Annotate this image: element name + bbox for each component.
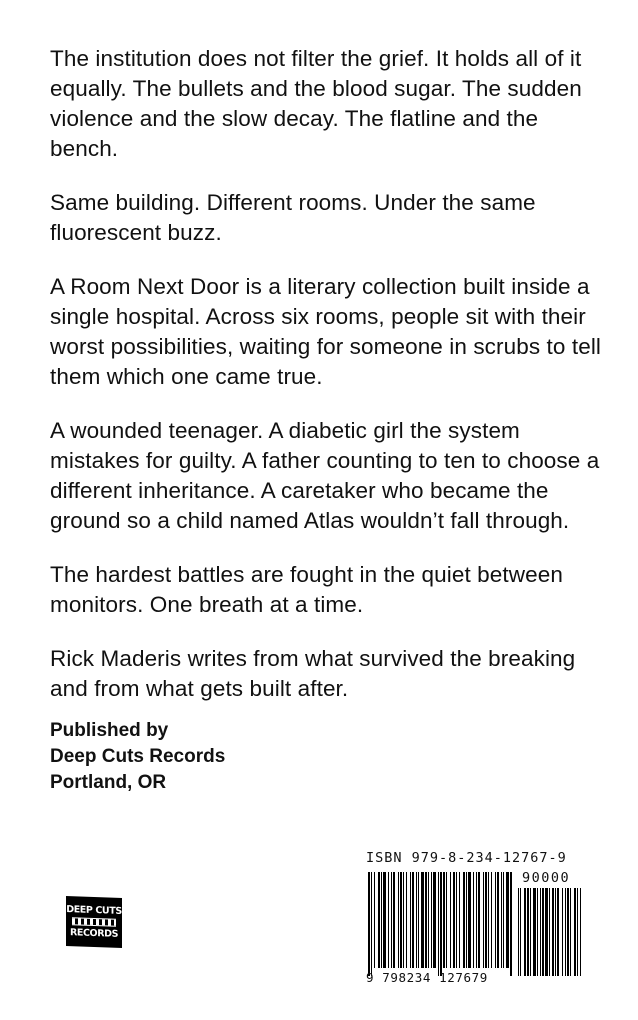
barcode-bar	[463, 872, 465, 968]
barcode-bar	[450, 872, 451, 968]
publisher-block	[50, 718, 225, 796]
barcode-bar	[400, 872, 402, 968]
barcode-addon-bar	[545, 888, 548, 976]
barcode-addon-bar	[524, 888, 526, 976]
barcode-bar	[412, 872, 414, 968]
barcode-addon-bar	[555, 888, 556, 976]
barcode-bar	[383, 872, 386, 968]
isbn-barcode	[366, 850, 586, 990]
barcode-addon-bar	[557, 888, 559, 976]
isbn-label: ISBN 979-8-234-12767-9	[366, 850, 567, 866]
barcode-addon-bar	[549, 888, 550, 976]
barcode-bar	[388, 872, 389, 968]
barcode-bar	[510, 872, 512, 976]
barcode-addon-bar	[580, 888, 581, 976]
barcode-bar	[418, 872, 419, 968]
barcode-bar	[473, 872, 474, 968]
back-cover-description	[50, 44, 610, 728]
barcode-addon-bar	[530, 888, 531, 976]
barcode-addon-bar	[552, 888, 554, 976]
barcode-bar	[483, 872, 484, 968]
price-code: 90000	[522, 870, 571, 886]
barcode-addon-bar	[570, 888, 571, 976]
barcode-bar	[459, 872, 460, 968]
barcode-bar	[453, 872, 455, 968]
barcode-bar	[410, 872, 411, 968]
barcode-bar	[446, 872, 447, 968]
barcode-bar	[468, 872, 471, 968]
barcode-addon-bar	[537, 888, 538, 976]
deep-cuts-records-logo	[66, 896, 122, 948]
barcode-bar	[403, 872, 404, 968]
barcode-addon-bar	[565, 888, 566, 976]
barcode-addon-bar	[567, 888, 569, 976]
barcode-bar	[433, 872, 436, 968]
barcode-bar	[398, 872, 399, 968]
publisher-city: Portland, OR	[50, 772, 167, 793]
barcode-addon-bar	[518, 888, 519, 976]
barcode-addon-bar	[542, 888, 544, 976]
published-by-label: Published by	[50, 720, 169, 741]
paragraph-3: A Room Next Door is a literary collection built inside a single hospital. Across six rooms, people sit with their worst possibilities, waiting for someone in scrubs to tell them which one came true.	[50, 274, 602, 389]
barcode-bar	[393, 872, 395, 968]
barcode-bar	[425, 872, 427, 968]
barcode-addon-bar	[520, 888, 521, 976]
razor-blade-icon	[72, 917, 116, 927]
barcode-bar	[421, 872, 424, 968]
publisher-name: Deep Cuts Records	[50, 746, 226, 767]
barcode-bar	[371, 872, 372, 976]
barcode-digits: 9 798234 127679	[366, 970, 488, 985]
barcode-bar	[378, 872, 380, 968]
barcode-bar	[485, 872, 487, 968]
paragraph-2: Same building. Different rooms. Under the same fluorescent buzz.	[50, 190, 536, 245]
barcode-bar	[491, 872, 492, 968]
barcode-bar	[466, 872, 467, 968]
barcode-bar	[497, 872, 499, 968]
barcode-bar	[381, 872, 382, 968]
barcode-bar	[368, 872, 370, 976]
barcode-bar	[476, 872, 477, 968]
paragraph-6: Rick Maderis writes from what survived the breaking and from what gets built after.	[50, 646, 576, 701]
barcode-bar	[488, 872, 489, 968]
barcode-bar	[478, 872, 480, 968]
barcode-bar	[440, 872, 442, 976]
barcode-bar	[391, 872, 392, 968]
barcode-addon-bar	[540, 888, 541, 976]
barcode-bar	[374, 872, 375, 968]
barcode-bar	[506, 872, 509, 968]
barcode-addon-bar	[577, 888, 578, 976]
barcode-bar	[443, 872, 445, 968]
paragraph-1: The institution does not filter the grief. It holds all of it equally. The bullets and the blood sugar. The sudden violence and the slow decay. The flatline and the bench.	[50, 46, 582, 161]
barcode-bar	[501, 872, 502, 968]
barcode-bar	[431, 872, 432, 968]
barcode-addon-bar	[562, 888, 563, 976]
paragraph-4: A wounded teenager. A diabetic girl the system mistakes for guilty. A father counting to ten to choose a different inheritance. A caretaker who became the ground so a child named Atlas wouldn’t fall through.	[50, 418, 600, 533]
barcode-addon-bar	[574, 888, 576, 976]
barcode-bar	[456, 872, 457, 968]
barcode-bar	[503, 872, 504, 968]
barcode-addon-bar	[527, 888, 529, 976]
paragraph-5: The hardest battles are fought in the quiet between monitors. One breath at a time.	[50, 562, 563, 617]
logo-bottom-text: RECORDS	[69, 927, 119, 940]
barcode-addon-bar	[533, 888, 536, 976]
barcode-bar	[406, 872, 407, 968]
barcode-bar	[438, 872, 439, 976]
barcode-bar	[428, 872, 429, 968]
barcode-bars	[366, 850, 586, 990]
logo-top-text: DEEP CUTS	[66, 904, 122, 917]
barcode-bar	[416, 872, 417, 968]
barcode-bar	[495, 872, 496, 968]
